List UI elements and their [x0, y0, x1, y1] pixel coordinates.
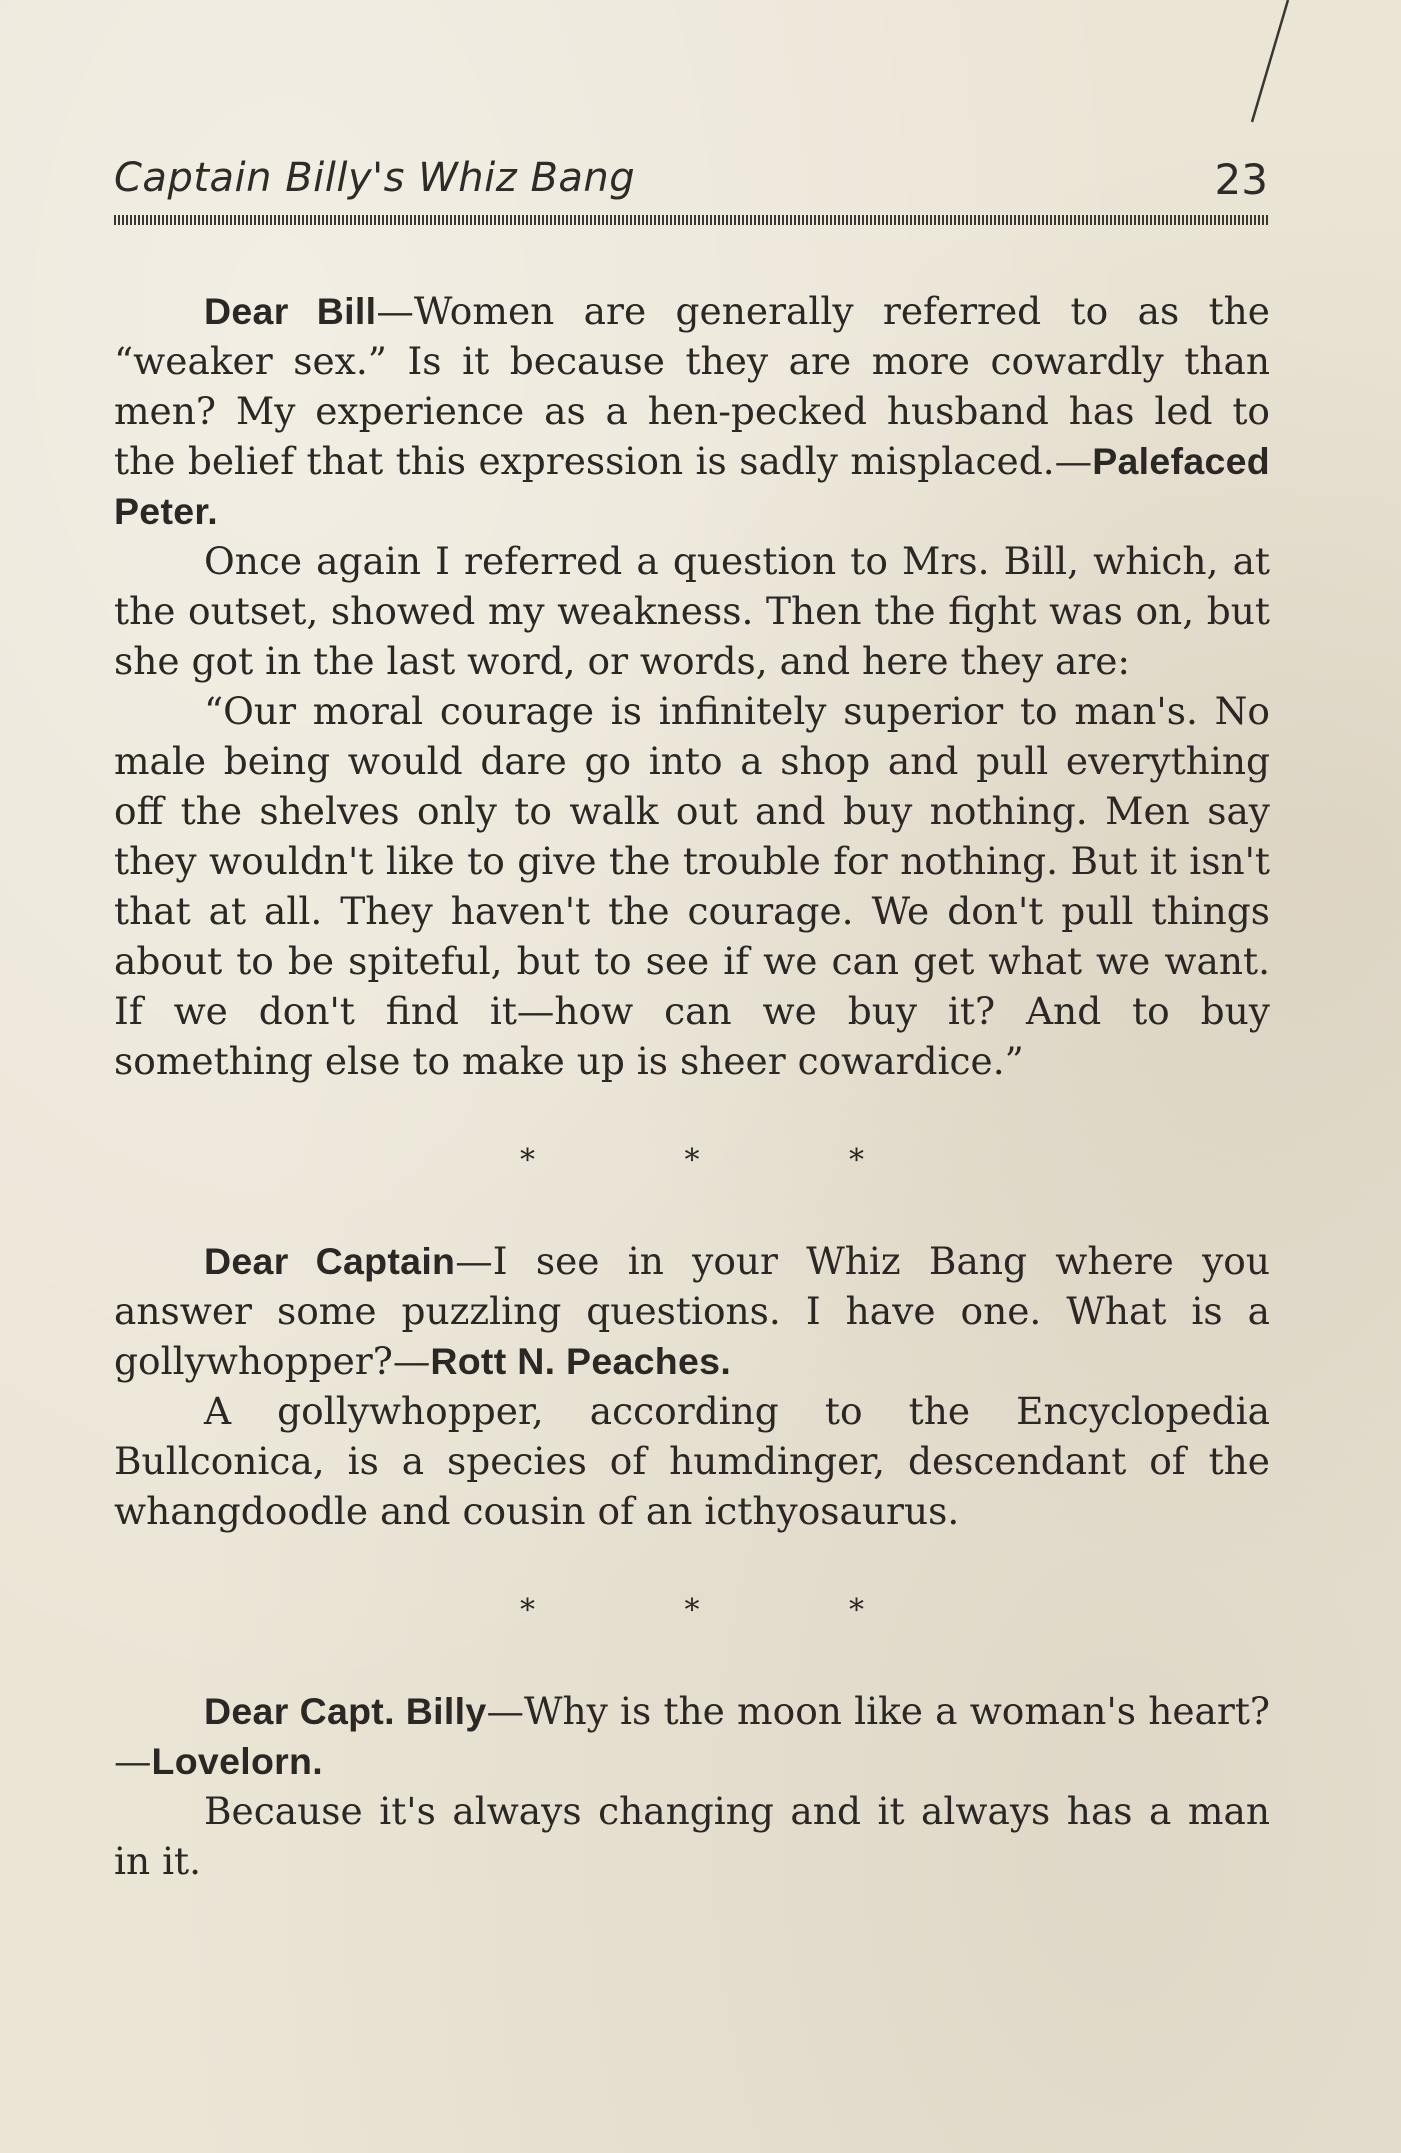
answer-quote: “Our moral courage is infinitely superior to man's. No male being would dare go into a shop and pull everything off the shelves only to walk out and buy nothing. Men say they wouldn't like to give the trouble for nothing. But it isn't that at all. They haven't the courage. We don't pull things about to be spiteful, but to see if we can get what we want. If we don't find it—how can we buy it? And to buy something else to make up is sheer cowardice.”	[114, 689, 1270, 1083]
letter-3	[114, 1686, 1270, 1886]
separator-stars: * * *	[519, 1143, 935, 1178]
separator	[114, 1086, 1270, 1236]
separator	[114, 1536, 1270, 1686]
publication-title: Captain Billy's Whiz Bang	[114, 155, 636, 201]
signature: Palefaced Peter.	[114, 440, 1270, 532]
answer-paragraph: Because it's always changing and it always has a man in it.	[114, 1789, 1270, 1883]
question-text: —Women are generally referred to as the “weaker sex.” Is it because they are more cowardly than men? My experience as a hen-pecked husband has led to the belief that this expression is sadly misplaced.—	[114, 289, 1270, 483]
page-body	[114, 286, 1270, 1886]
signature: Rott N. Peaches.	[430, 1340, 732, 1382]
letter-2	[114, 1236, 1270, 1536]
letter-question	[114, 286, 1270, 536]
separator-stars: * * *	[519, 1593, 935, 1628]
salutation: Dear Captain	[204, 1240, 456, 1282]
question-text: —I see in your Whiz Bang where you answer some puzzling questions. I have one. What is a gollywhopper?—	[114, 1239, 1270, 1383]
answer-paragraph: Once again I referred a question to Mrs. Bill, which, at the outset, showed my weakness. Then the fight was on, but she got in the last word, or words, and here they are:	[114, 539, 1270, 683]
letter-1	[114, 286, 1270, 1086]
signature: Lovelorn.	[151, 1740, 323, 1782]
running-header	[114, 155, 1270, 215]
pencil-mark-icon	[1240, 0, 1300, 130]
salutation: Dear Bill	[204, 290, 377, 332]
letter-question	[114, 1686, 1270, 1786]
header-rule	[114, 215, 1270, 225]
question-text: —Why is the moon like a woman's heart?—	[114, 1689, 1270, 1783]
letter-question	[114, 1236, 1270, 1386]
page-number: 23	[1214, 155, 1268, 204]
salutation: Dear Capt. Billy	[204, 1690, 487, 1732]
answer-paragraph: A gollywhopper, according to the Encyclopedia Bullconica, is a species of humdinger, descendant of the whangdoodle and cousin of an icthyosaurus.	[114, 1389, 1270, 1533]
